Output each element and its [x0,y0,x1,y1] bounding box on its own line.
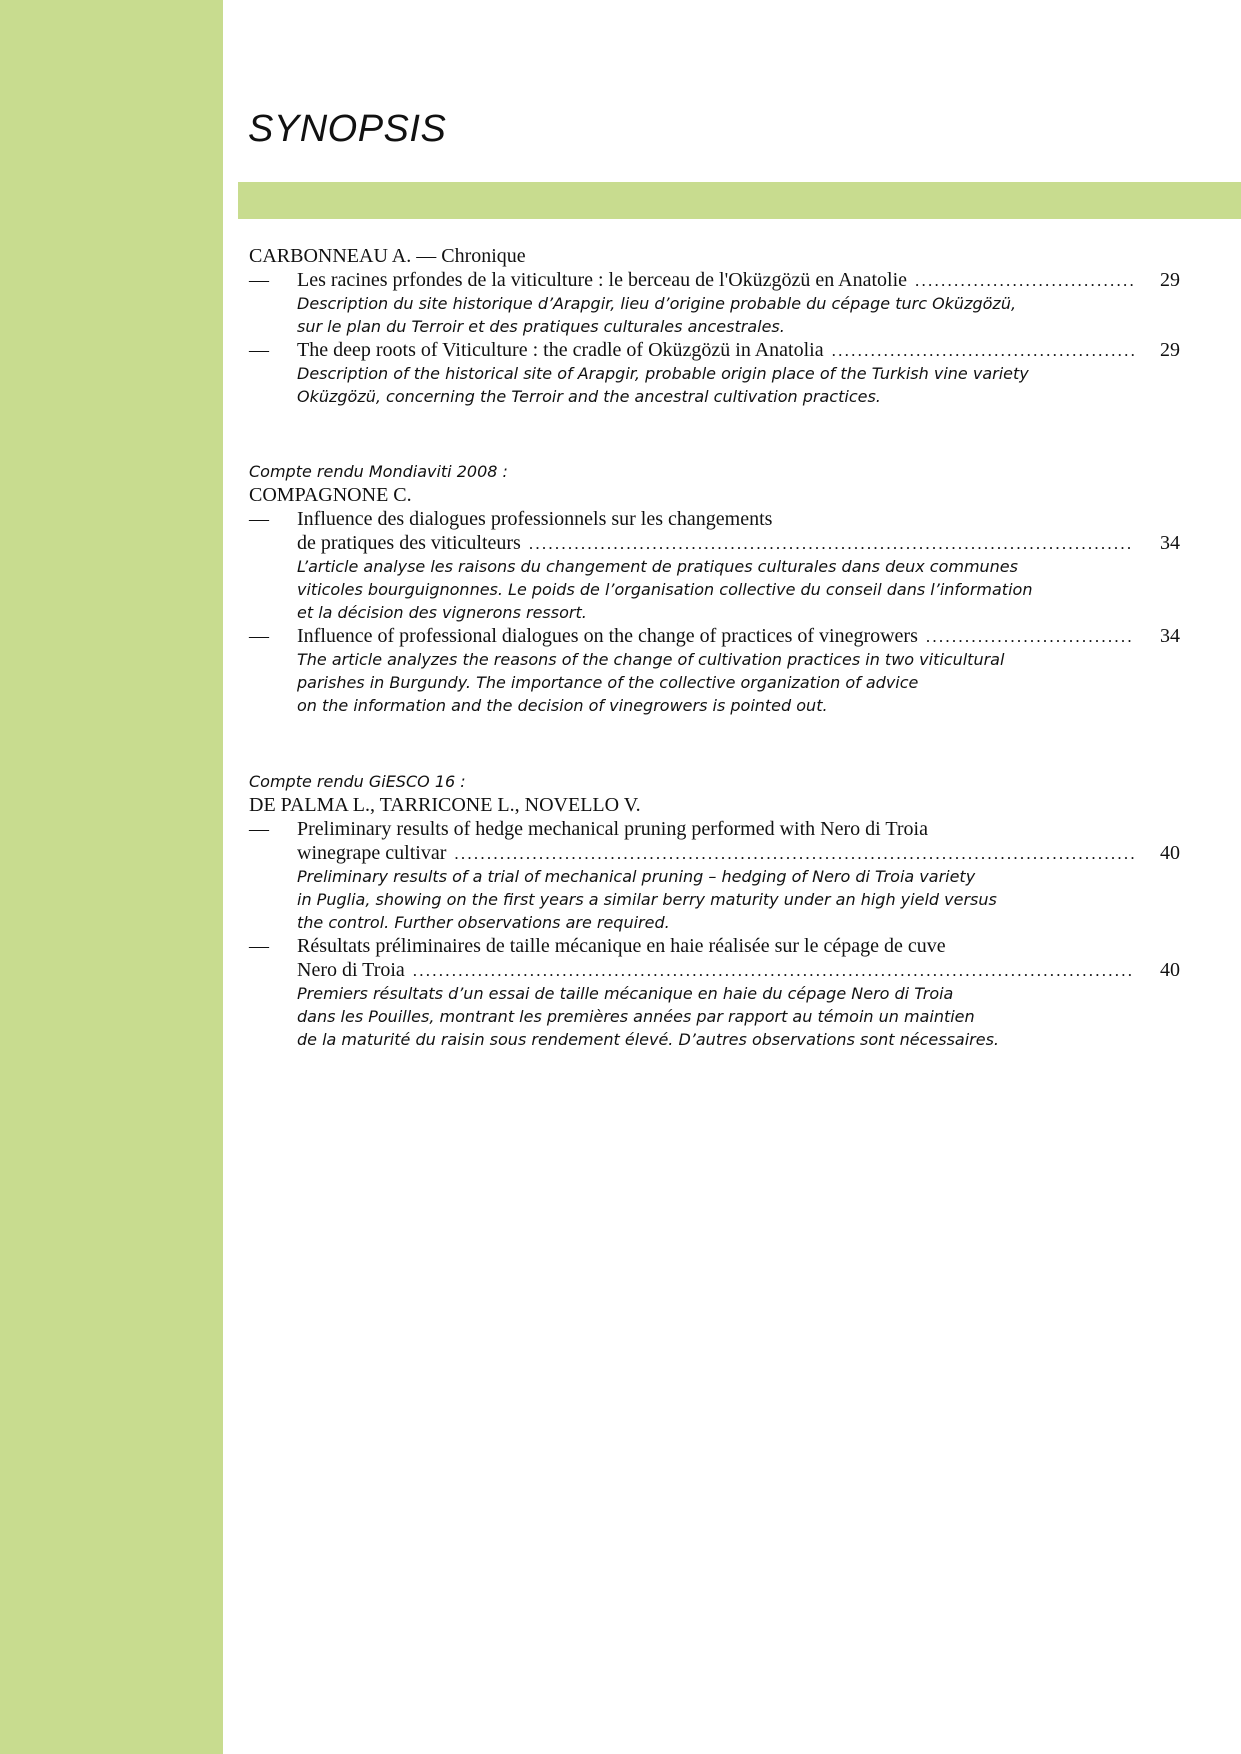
entry-title-line [297,624,1180,648]
report-label: Compte rendu GiESCO 16 : [249,772,466,791]
toc-entry [249,268,1180,338]
toc-section-de-palma [249,771,1180,1051]
dot-leader [413,959,1134,982]
page-title: SYNOPSIS [248,108,447,150]
entry-title: The deep roots of Viticulture : the cradle of Oküzgözü in Anatolia [297,339,824,361]
abstract-line: Description du site historique d’Arapgir, lieu d’origine probable du cépage turc Oküzgözü, [297,294,1017,313]
dot-leader [529,532,1134,555]
page-number: 40 [1160,959,1180,981]
entry-title: winegrape cultivar [297,842,447,864]
entry-title-line [297,338,1180,362]
abstract-line: sur le plan du Terroir et des pratiques culturales ancestrales. [297,317,785,336]
em-dash: — [249,625,269,647]
entry-title-line [297,268,1180,292]
entry-title: de pratiques des viticulteurs [297,532,521,554]
page-number: 29 [1160,269,1180,291]
toc-entry [249,507,1180,624]
entry-title-line [297,531,1180,555]
entry-title-line [297,958,1180,982]
entry-title: Preliminary results of hedge mechanical pruning performed with Nero di Troia [297,818,928,840]
dot-leader [454,842,1134,865]
em-dash: — [249,818,269,840]
abstract-line: Preliminary results of a trial of mechanical pruning – hedging of Nero di Troia variety [297,867,976,886]
abstract-line: on the information and the decision of vinegrowers is pointed out. [297,696,828,715]
abstract-line: Premiers résultats d’un essai de taille mécanique en haie du cépage Nero di Troia [297,984,954,1003]
abstract-line: Oküzgözü, concerning the Terroir and the ancestral cultivation practices. [297,387,881,406]
author-line: CARBONNEAU A. — Chronique [249,245,526,267]
toc-section-compagnone [249,461,1180,717]
report-label: Compte rendu Mondiaviti 2008 : [249,462,508,481]
em-dash: — [249,339,269,361]
entry-title: Résultats préliminaires de taille mécanique en haie réalisée sur le cépage de cuve [297,935,946,957]
abstract-line: dans les Pouilles, montrant les premières années par rapport au témoin un maintien [297,1007,975,1026]
abstract-line: parishes in Burgundy. The importance of the collective organization of advice [297,673,919,692]
entry-title: Influence des dialogues professionnels sur les changements [297,508,773,530]
entry-title: Nero di Troia [297,959,405,981]
dot-leader [915,269,1134,292]
em-dash: — [249,269,269,291]
abstract-line: viticoles bourguignonnes. Le poids de l’organisation collective du conseil dans l’information [297,580,1033,599]
dot-leader [832,339,1134,362]
abstract-line: in Puglia, showing on the first years a similar berry maturity under an high yield versus [297,890,997,909]
abstract-line: de la maturité du raisin sous rendement élevé. D’autres observations sont nécessaires. [297,1030,999,1049]
toc-entry [249,934,1180,1051]
page-number: 34 [1160,532,1180,554]
toc-entry [249,817,1180,934]
dot-leader [926,625,1134,648]
page-number: 29 [1160,339,1180,361]
em-dash: — [249,508,269,530]
entry-title-line [297,841,1180,865]
toc-entry [249,338,1180,408]
toc-section-carbonneau [249,244,1180,408]
abstract-line: L’article analyse les raisons du changement de pratiques culturales dans deux communes [297,557,1018,576]
header-band [238,182,1241,219]
page-number: 34 [1160,625,1180,647]
page-number: 40 [1160,842,1180,864]
abstract-line: The article analyzes the reasons of the change of cultivation practices in two viticultural [297,650,1005,669]
entry-title: Influence of professional dialogues on the change of practices of vinegrowers [297,625,918,647]
abstract-line: Description of the historical site of Arapgir, probable origin place of the Turkish vine variety [297,364,1029,383]
sidebar-stripe [0,0,223,1754]
author-line: DE PALMA L., TARRICONE L., NOVELLO V. [249,794,641,816]
toc-entry [249,624,1180,717]
abstract-line: et la décision des vignerons ressort. [297,603,587,622]
abstract-line: the control. Further observations are required. [297,913,670,932]
em-dash: — [249,935,269,957]
author-line: COMPAGNONE C. [249,484,412,506]
entry-title: Les racines prfondes de la viticulture : le berceau de l'Oküzgözü en Anatolie [297,269,908,291]
